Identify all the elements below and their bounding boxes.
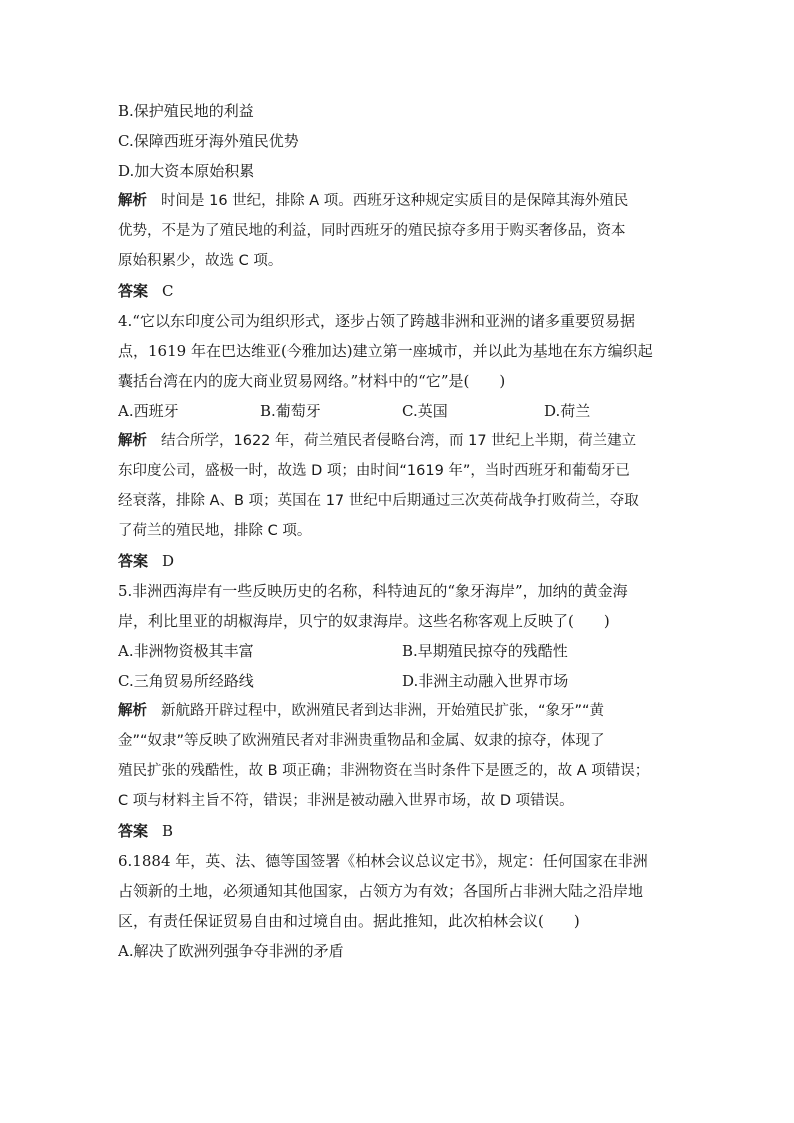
option-a: A.非洲物资极其丰富 xyxy=(118,642,254,660)
answer-label: 答案 xyxy=(118,552,149,570)
question-stem-line: 5.非洲西海岸有一些反映历史的名称，科特迪瓦的“象牙海岸”，加纳的黄金海 xyxy=(118,582,628,600)
explanation-line: 解析 新航路开辟过程中，欧洲殖民者到达非洲，开始殖民扩张，“象牙”“黄 xyxy=(118,703,605,719)
option-b: B.葡萄牙 xyxy=(260,402,321,420)
explanation-line: 原始积累少，故选 C 项。 xyxy=(118,253,283,269)
explanation-line: 优势，不是为了殖民地的利益，同时西班牙的殖民掠夺多用于购买奢侈品，资本 xyxy=(118,223,626,239)
question-6 xyxy=(118,846,688,966)
explanation-line: 了荷兰的殖民地，排除 C 项。 xyxy=(118,523,312,539)
options-row xyxy=(118,396,688,426)
answer-value: D xyxy=(162,552,175,570)
option-b: B.保护殖民地的利益 xyxy=(118,102,254,120)
answer-label: 答案 xyxy=(118,282,149,300)
question-stem-line: 点，1619 年在巴达维亚(今雅加达)建立第一座城市，并以此为基地在东方编织起 xyxy=(118,342,653,360)
explanation-label: 解析 xyxy=(118,193,147,209)
question-5 xyxy=(118,576,688,846)
question-3 xyxy=(118,96,688,306)
answer-line xyxy=(118,546,688,576)
explanation-line: 殖民扩张的残酷性，故 B 项正确；非洲物资在当时条件下是匮乏的，故 A 项错误； xyxy=(118,763,650,779)
question-4 xyxy=(118,306,688,576)
explanation-line: 解析 时间是 16 世纪，排除 A 项。西班牙这种规定实质目的是保障其海外殖民 xyxy=(118,193,629,209)
option-c: C.保障西班牙海外殖民优势 xyxy=(118,132,299,150)
question-stem-line: 占领新的土地，必须通知其他国家，占领方为有效；各国所占非洲大陆之沿岸地 xyxy=(118,882,644,900)
option-c: C.三角贸易所经路线 xyxy=(118,672,254,690)
answer-value: C xyxy=(162,282,174,300)
options-row xyxy=(118,666,688,696)
explanation-line: 金”“奴隶”等反映了欧洲殖民者对非洲贵重物品和金属、奴隶的掠夺，体现了 xyxy=(118,733,605,749)
option-a: A.西班牙 xyxy=(118,402,179,420)
explanation-label: 解析 xyxy=(118,703,147,719)
question-stem-line: 囊括台湾在内的庞大商业贸易网络。”材料中的“它”是( ) xyxy=(118,372,506,390)
question-stem-line: 6.1884 年，英、法、德等国签署《柏林会议总议定书》，规定：任何国家在非洲 xyxy=(118,852,648,870)
options-row xyxy=(118,636,688,666)
question-stem-line: 岸，利比里亚的胡椒海岸，贝宁的奴隶海岸。这些名称客观上反映了( ) xyxy=(118,612,610,630)
option-c: C.英国 xyxy=(402,402,448,420)
answer-line xyxy=(118,816,688,846)
answer-label: 答案 xyxy=(118,822,149,840)
option-b: B.早期殖民掠夺的残酷性 xyxy=(402,642,568,660)
explanation-line: C 项与材料主旨不符，错误；非洲是被动融入世界市场，故 D 项错误。 xyxy=(118,793,574,809)
answer-value: B xyxy=(162,822,174,840)
question-stem-line: 区，有责任保证贸易自由和过境自由。据此推知，此次柏林会议( ) xyxy=(118,912,580,930)
option-d: D.荷兰 xyxy=(544,402,591,420)
document-page xyxy=(118,96,688,966)
option-a: A.解决了欧洲列强争夺非洲的矛盾 xyxy=(118,942,344,960)
option-d: D.非洲主动融入世界市场 xyxy=(402,672,569,690)
explanation-line: 经衰落，排除 A、B 项；英国在 17 世纪中后期通过三次英荷战争打败荷兰，夺取 xyxy=(118,493,639,509)
question-stem-line: 4.“它以东印度公司为组织形式，逐步占领了跨越非洲和亚洲的诸多重要贸易据 xyxy=(118,312,635,330)
explanation-label: 解析 xyxy=(118,433,147,449)
explanation-line: 解析 结合所学，1622 年，荷兰殖民者侵略台湾，而 17 世纪上半期，荷兰建立 xyxy=(118,433,637,449)
answer-line xyxy=(118,276,688,306)
option-d: D.加大资本原始积累 xyxy=(118,162,255,180)
explanation-line: 东印度公司，盛极一时，故选 D 项；由时间“1619 年”，当时西班牙和葡萄牙已 xyxy=(118,463,630,479)
